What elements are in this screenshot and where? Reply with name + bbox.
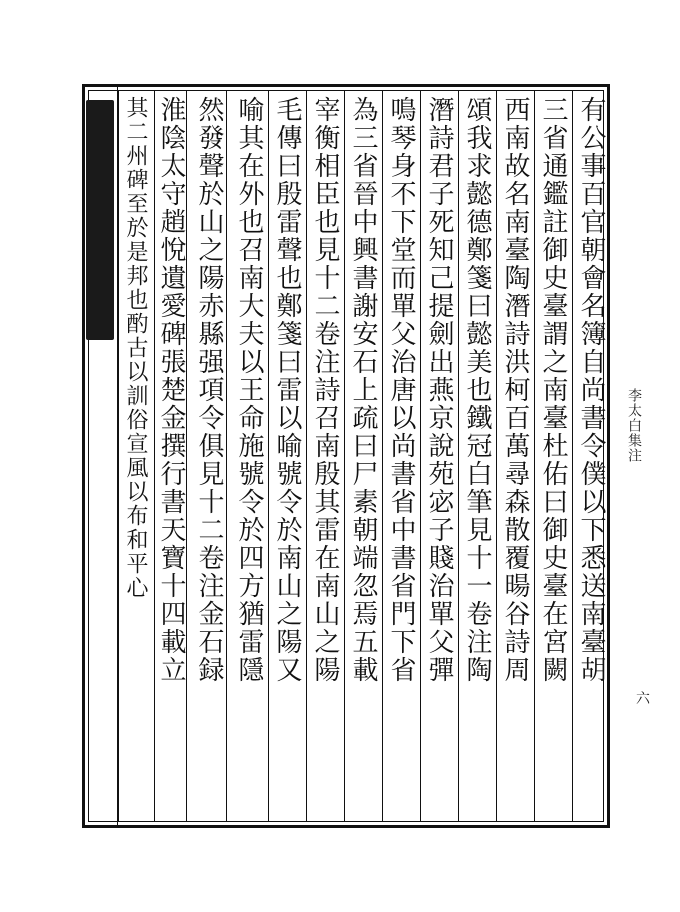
text-column-9: 毛傳曰殷雷聲也鄭箋曰雷以喻號令於南山之陽又: [272, 96, 302, 684]
column-rule: [186, 90, 187, 822]
text-column-2: 三省通鑑註御史臺謂之南臺杜佑曰御史臺在宮闕: [538, 96, 568, 684]
column-rule: [496, 90, 497, 822]
column-rule: [534, 90, 535, 822]
text-column-3: 西南故名南臺陶潛詩洪柯百萬尋森散覆暘谷詩周: [500, 96, 530, 684]
column-rule: [226, 90, 227, 822]
text-column-6: 鳴琴身不下堂而單父治唐以尚書省中書省門下省: [386, 96, 416, 684]
text-column-4: 頌我求懿德鄭箋曰懿美也鐵冠白筆見十一卷注陶: [462, 96, 492, 684]
column-rule: [572, 90, 573, 822]
column-rule: [118, 90, 119, 822]
column-rule: [382, 90, 383, 822]
column-rule: [306, 90, 307, 822]
text-column-1: 有公事百官朝會名簿自尚書令僕以下悉送南臺胡: [576, 96, 606, 684]
text-column-13: 其二州碑至於是邦也酌古以訓俗宣風以布和平心: [123, 96, 148, 600]
page-number: 六: [636, 691, 650, 707]
fold-title: 李太白集注: [626, 388, 642, 463]
text-column-12: 淮陰太守趙悅遺愛碑張楚金撰行書天寶十四載立: [156, 96, 186, 684]
column-rule: [458, 90, 459, 822]
fishtail-mark: [86, 100, 114, 340]
column-rule: [154, 90, 155, 822]
column-rule: [268, 90, 269, 822]
column-rule: [344, 90, 345, 822]
text-column-11: 然發聲於山之陽赤縣强項令俱見十二卷注金石録: [194, 96, 224, 684]
text-column-8: 宰衡相臣也見十二卷注詩召南殷其雷在南山之陽: [310, 96, 340, 684]
column-rule: [420, 90, 421, 822]
text-column-7: 為三省晉中興書謝安石上疏曰尸素朝端忽焉五載: [348, 96, 378, 684]
text-column-5: 潛詩君子死知己提劍出燕京說苑宓子賤治單父彈: [424, 96, 454, 684]
text-column-10: 喻其在外也召南大夫以王命施號令於四方猶雷隱: [234, 96, 264, 684]
